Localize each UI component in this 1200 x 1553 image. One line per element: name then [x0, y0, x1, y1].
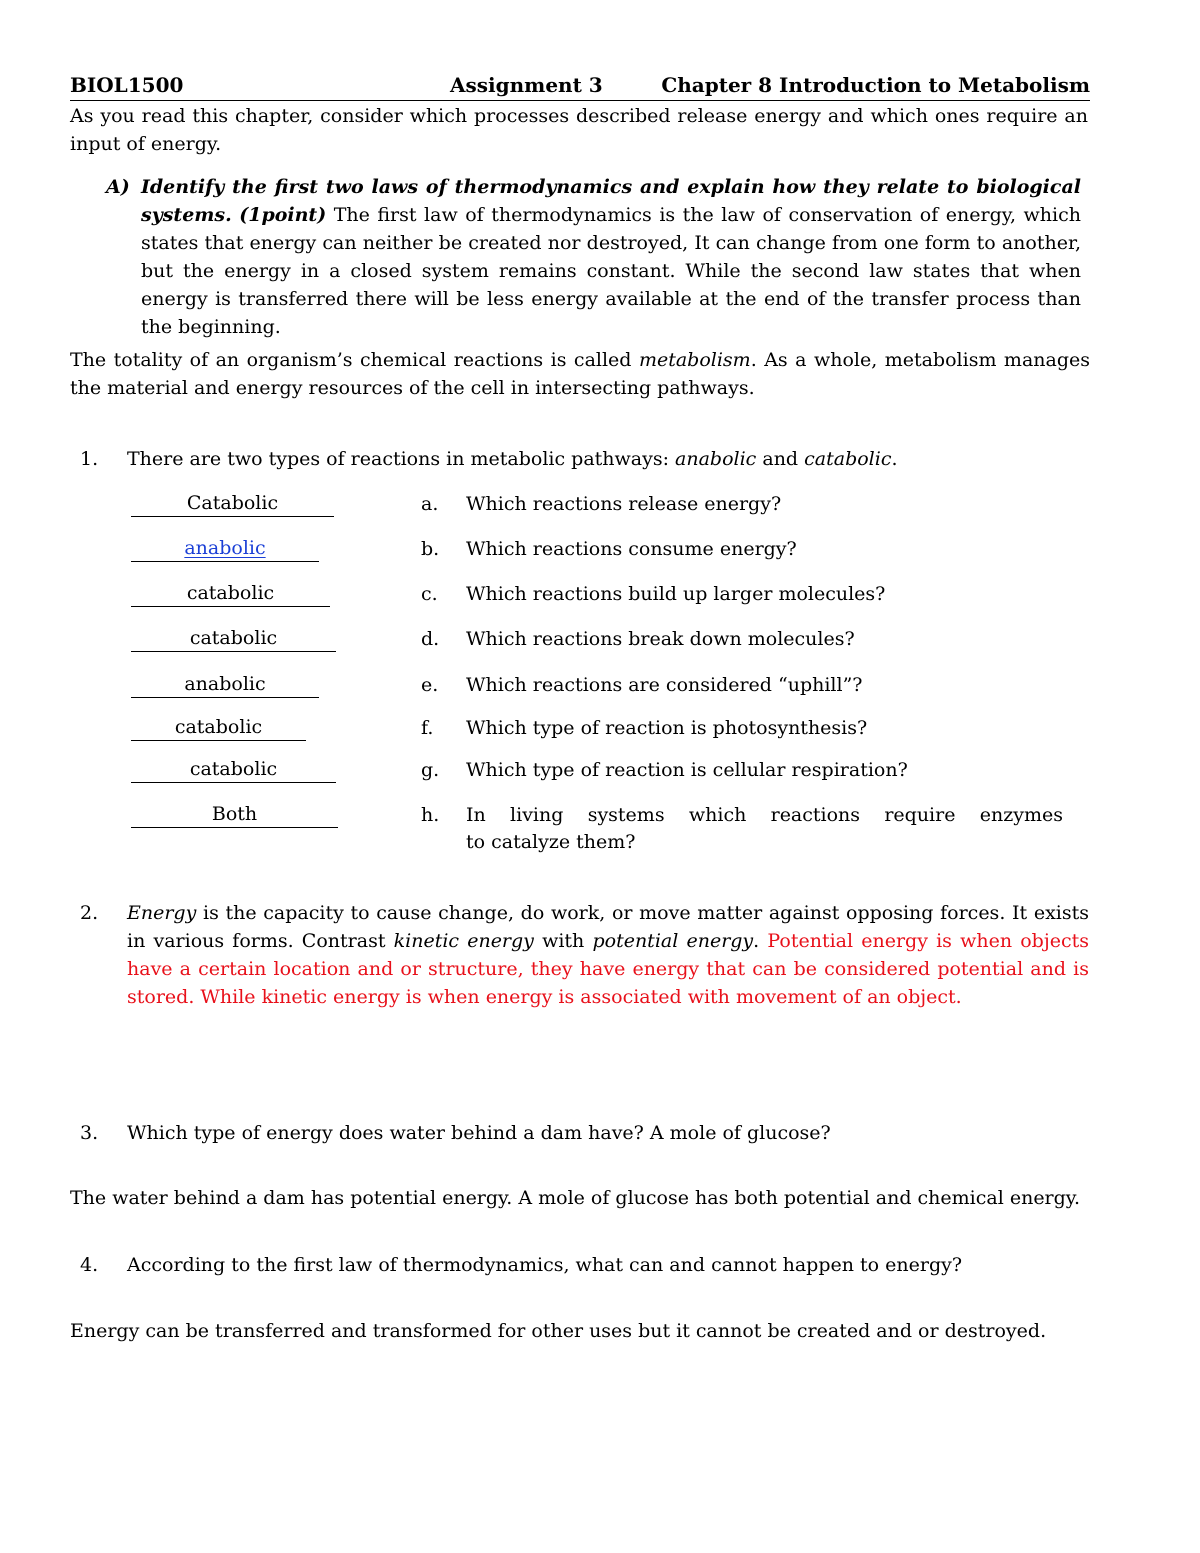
- q1-answer-a: Catabolic: [131, 491, 334, 517]
- q1-item-c: Which reactions build up larger molecules?: [466, 583, 886, 605]
- metabolism-text-before: The totality of an organism’s chemical reactions is called: [70, 349, 639, 371]
- q1-item-b: Which reactions consume energy?: [466, 538, 797, 560]
- q2-term-potential: potential energy: [592, 930, 754, 952]
- q1-answer-b: [131, 536, 319, 562]
- q3-question: Which type of energy does water behind a dam have? A mole of glucose?: [127, 1122, 831, 1144]
- q1-answer-f: catabolic: [131, 715, 306, 741]
- q1-letter-d: d.: [421, 628, 440, 650]
- section-a-question: Identify the first two laws of thermodynamics and explain how they relate to biological systems.: [141, 176, 1081, 226]
- page-header: [70, 72, 1090, 101]
- q2-term-kinetic: kinetic energy: [393, 930, 534, 952]
- q3-answer: The water behind a dam has potential energy. A mole of glucose has both potential and chemical energy.: [70, 1187, 1081, 1209]
- q1-item-e: Which reactions are considered “uphill”?: [466, 674, 863, 696]
- q1-number: 1.: [80, 448, 99, 470]
- q1-letter-a: a.: [421, 493, 439, 515]
- q1-term-anabolic: anabolic: [675, 448, 757, 470]
- q1-letter-c: c.: [421, 583, 438, 605]
- section-a-answer: The first law of thermodynamics is the law of conservation of energy, which states that energy can neither be created nor destroyed, It can change from one form to another, but the energy in a closed system remains constant. While the second law states that when energy is transferred there will be less energy available at the end of the transfer process than the beginning.: [141, 204, 1081, 338]
- q1-answer-e: anabolic: [131, 672, 319, 698]
- q1-item-d: Which reactions break down molecules?: [466, 628, 855, 650]
- q1-letter-e: e.: [421, 674, 439, 696]
- q2-text-2: with: [533, 930, 593, 952]
- q1-answer-b-text: anabolic: [184, 537, 266, 559]
- q1-item-f: Which type of reaction is photosynthesis?: [466, 717, 868, 739]
- q1-answer-c: catabolic: [131, 581, 330, 607]
- q1-letter-g: g.: [421, 759, 440, 781]
- q1-item-a: Which reactions release energy?: [466, 493, 782, 515]
- q1-item-h-line1: In living systems which reactions require enzymes: [466, 804, 1063, 826]
- q3-number: 3.: [80, 1122, 99, 1144]
- q2-block: [127, 899, 1089, 1011]
- q2-number: 2.: [80, 902, 99, 924]
- q1-letter-h: h.: [421, 804, 440, 826]
- q1-letter-b: b.: [421, 538, 440, 560]
- q1-item-h-line2: to catalyze them?: [466, 831, 636, 853]
- chapter-title: Chapter 8 Introduction to Metabolism: [661, 73, 1090, 97]
- metabolism-paragraph: [70, 346, 1090, 402]
- q2-text-1: is the capacity to cause change, do work, or move matter against opposing forces. It exists in various forms. Contrast: [127, 902, 1089, 952]
- section-a-marker: A): [106, 176, 130, 198]
- q1-question: [127, 446, 898, 472]
- q1-answer-d: catabolic: [131, 626, 336, 652]
- q2-term-energy: Energy: [127, 902, 197, 924]
- q4-answer: Energy can be transferred and transformed for other uses but it cannot be created and or destroyed.: [70, 1320, 1047, 1342]
- q1-answer-h: Both: [131, 802, 338, 828]
- q1-item-g: Which type of reaction is cellular respiration?: [466, 759, 908, 781]
- q4-number: 4.: [80, 1254, 99, 1276]
- q1-letter-f: f.: [421, 717, 434, 739]
- q1-answer-g: catabolic: [131, 757, 336, 783]
- assignment-title: Assignment 3: [450, 73, 603, 97]
- q2-text-3: .: [753, 930, 768, 952]
- q2-answer: Potential energy is when objects have a certain location and or structure, they have energy that can be considered potential and is stored. While kinetic energy is when energy is associated with movement of an object.: [127, 930, 1089, 1008]
- q4-question: According to the first law of thermodynamics, what can and cannot happen to energy?: [127, 1254, 963, 1276]
- metabolism-term: metabolism: [638, 349, 751, 371]
- q1-text-mid: and: [756, 448, 805, 470]
- course-code: BIOL1500: [70, 73, 184, 97]
- section-a-block: [141, 173, 1081, 341]
- metabolism-text-after: . As a whole, metabolism manages the material and energy resources of the cell in intersecting pathways.: [70, 349, 1090, 399]
- q1-term-catabolic: catabolic: [804, 448, 892, 470]
- intro-paragraph: As you read this chapter, consider which processes described release energy and which ones require an input of energy.: [70, 105, 1088, 155]
- q1-text-end: .: [891, 448, 898, 470]
- q1-text-before: There are two types of reactions in metabolic pathways:: [127, 448, 676, 470]
- section-a-points: (1point): [239, 204, 327, 226]
